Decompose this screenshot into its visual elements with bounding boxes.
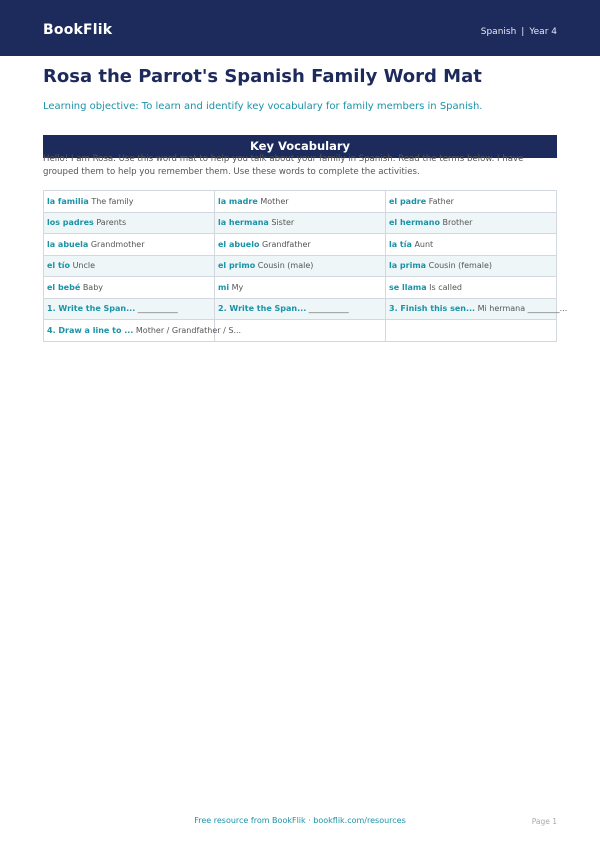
vocab-cell xyxy=(44,298,215,320)
section-heading: Key Vocabulary xyxy=(43,135,557,158)
table-row xyxy=(44,298,557,320)
vocabulary-table xyxy=(43,190,568,342)
vocab-meaning: Cousin (male) xyxy=(257,261,314,271)
table-row xyxy=(44,277,557,299)
vocab-cell xyxy=(44,255,215,277)
vocab-cell xyxy=(44,277,215,299)
vocab-cell xyxy=(44,212,215,234)
subject-label: Spanish xyxy=(480,27,517,37)
vocab-meaning: Aunt xyxy=(414,239,434,249)
table-row xyxy=(44,191,557,213)
vocab-meaning: Parents xyxy=(96,218,127,228)
vocab-cell xyxy=(386,320,557,342)
vocab-term: el hermano xyxy=(389,218,440,228)
vocab-meaning: Grandfather xyxy=(261,239,311,249)
intro-text: Hello! I am Rosa. Use this word mat to help you talk about your family in Spanish. Read the terms below. I have grouped them to help you remember them. Use these words to complete the activities. xyxy=(43,154,524,177)
vocab-cell xyxy=(44,234,215,256)
vocab-meaning: Brother xyxy=(442,218,473,228)
vocab-term: la prima xyxy=(389,261,427,271)
page-title: Rosa the Parrot's Spanish Family Word Mat xyxy=(43,66,482,87)
vocab-meaning: Mother / Grandfather / S... xyxy=(135,325,242,335)
vocab-term: la familia xyxy=(47,196,89,206)
table-row xyxy=(44,320,557,342)
vocab-term: se llama xyxy=(389,282,427,292)
vocab-cell xyxy=(215,277,386,299)
table-row xyxy=(44,255,557,277)
vocab-term: la hermana xyxy=(218,218,269,228)
vocab-term: la madre xyxy=(218,196,258,206)
vocab-term: 1. Write the Span... xyxy=(47,304,136,314)
vocab-meaning: Sister xyxy=(271,218,295,228)
vocab-meaning: Uncle xyxy=(72,261,96,271)
vocab-cell xyxy=(386,234,557,256)
vocab-term: el bebé xyxy=(47,282,81,292)
vocab-meaning: My xyxy=(231,282,244,292)
brand-logo[interactable]: BookFlik xyxy=(43,22,113,38)
vocab-term: mi xyxy=(218,282,230,292)
vocab-meaning: The family xyxy=(91,196,134,206)
year-label: Year 4 xyxy=(529,27,557,37)
vocab-cell xyxy=(215,255,386,277)
vocab-meaning: __________ xyxy=(137,304,178,314)
vocab-cell xyxy=(386,191,557,213)
top-bar xyxy=(0,0,600,56)
vocab-cell xyxy=(386,298,568,320)
vocab-cell xyxy=(386,212,557,234)
vocab-meaning: Grandmother xyxy=(90,239,145,249)
vocab-meaning: Mother xyxy=(260,196,289,206)
vocab-meaning: Mi hermana ________... xyxy=(477,304,568,314)
subject-year-meta xyxy=(481,27,557,37)
vocab-term: 2. Write the Span... xyxy=(218,304,307,314)
vocab-meaning: Baby xyxy=(82,282,104,292)
vocab-cell xyxy=(44,320,242,342)
vocab-term: el padre xyxy=(389,196,427,206)
vocab-meaning: Father xyxy=(428,196,454,206)
footer-text[interactable]: Free resource from BookFlik · bookflik.com/resources xyxy=(194,816,406,825)
page-number: Page 1 xyxy=(531,817,557,826)
vocab-meaning: __________ xyxy=(308,304,349,314)
vocab-cell xyxy=(215,212,386,234)
vocab-cell xyxy=(215,191,386,213)
vocab-term: el primo xyxy=(218,261,256,271)
vocab-term: los padres xyxy=(47,218,94,228)
vocab-term: 4. Draw a line to ... xyxy=(47,325,134,335)
vocab-term: 3. Finish this sen... xyxy=(389,304,476,314)
learning-objective: Learning objective: To learn and identify key vocabulary for family members in Spanish. xyxy=(43,101,483,112)
vocab-cell xyxy=(215,298,386,320)
vocab-cell xyxy=(215,234,386,256)
meta-separator: | xyxy=(521,27,525,37)
vocab-meaning: Cousin (female) xyxy=(428,261,492,271)
vocab-term: el abuelo xyxy=(218,239,260,249)
table-row xyxy=(44,212,557,234)
vocab-term: el tío xyxy=(47,261,71,271)
table-row xyxy=(44,234,557,256)
vocab-meaning: Is called xyxy=(429,282,462,292)
vocab-term: la abuela xyxy=(47,239,89,249)
vocab-cell xyxy=(386,255,557,277)
vocab-term: la tía xyxy=(389,239,412,249)
vocab-cell xyxy=(44,191,215,213)
vocab-cell xyxy=(386,277,557,299)
